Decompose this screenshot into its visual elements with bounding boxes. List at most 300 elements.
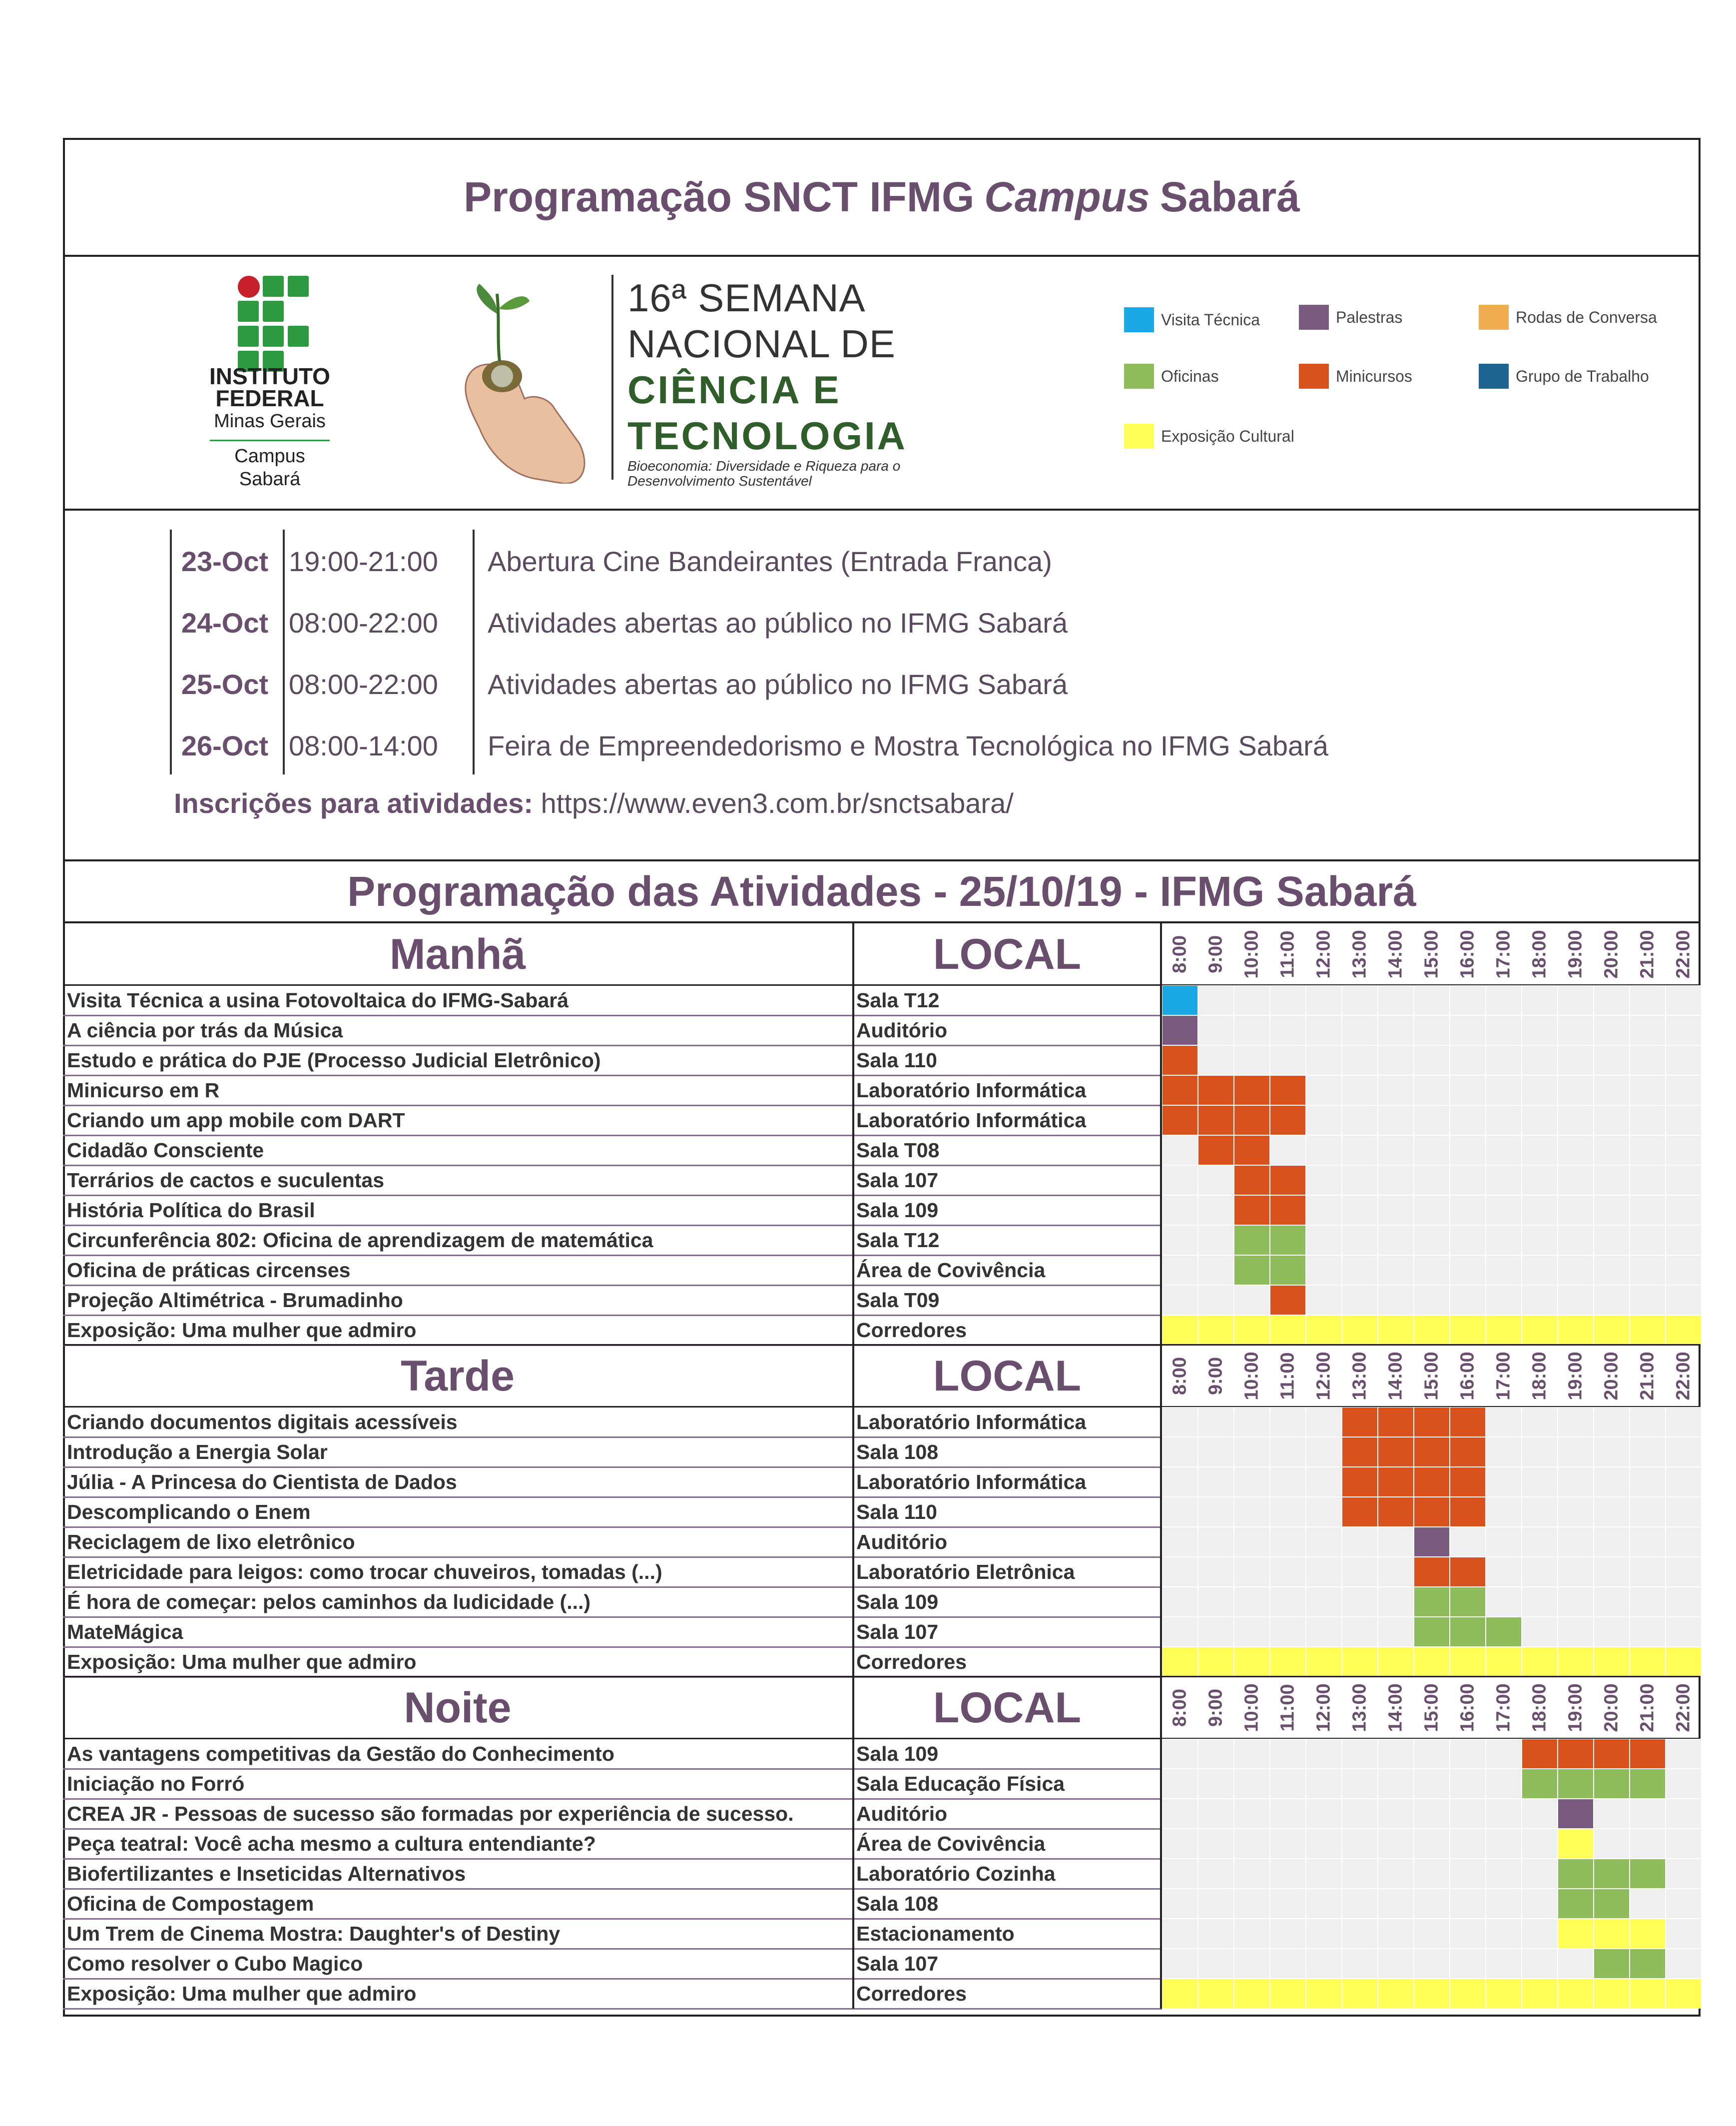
time-cell: [1270, 1407, 1306, 1437]
time-cell: [1378, 985, 1414, 1015]
time-cell: [1378, 1647, 1414, 1677]
time-cell: [1558, 1075, 1594, 1105]
time-cell: [1378, 1255, 1414, 1285]
column-divider: [852, 923, 854, 2009]
hour-label: 17:00: [1493, 930, 1514, 979]
hour-label: 14:00: [1385, 930, 1406, 979]
schedule-desc: Abertura Cine Bandeirantes (Entrada Franca): [488, 545, 1052, 577]
time-cell: [1558, 1407, 1594, 1437]
activity-local: Sala T12: [856, 989, 940, 1012]
activity-row: [63, 1015, 1701, 1045]
time-cell: [1198, 1829, 1234, 1859]
time-cell: [1486, 1829, 1522, 1859]
time-cell: [1666, 1799, 1702, 1829]
time-cell: [1450, 1285, 1486, 1315]
hour-label: 18:00: [1529, 1352, 1550, 1401]
time-cell: [1234, 1829, 1270, 1859]
time-cell: [1378, 1497, 1414, 1527]
time-cell: [1378, 1799, 1414, 1829]
time-cell: [1162, 1799, 1198, 1829]
time-cell: [1198, 1195, 1234, 1225]
time-cell: [1450, 1045, 1486, 1075]
time-cell: [1666, 985, 1702, 1015]
time-cell: [1198, 1255, 1234, 1285]
time-cell: [1270, 1075, 1306, 1105]
time-cell: [1486, 1315, 1522, 1345]
time-cell: [1594, 1467, 1630, 1497]
time-cell: [1414, 1617, 1450, 1647]
hour-label: 11:00: [1277, 1352, 1298, 1400]
time-cell: [1630, 1497, 1666, 1527]
schedule-time: 08:00-14:00: [289, 729, 438, 761]
time-cell: [1198, 1919, 1234, 1949]
time-cell: [1162, 1285, 1198, 1315]
activity-row: [63, 1315, 1701, 1345]
time-cell: [1522, 1225, 1558, 1255]
schedule-time: 08:00-22:00: [289, 668, 438, 700]
time-cell: [1486, 1285, 1522, 1315]
hour-label: 13:00: [1349, 930, 1370, 979]
time-cell: [1378, 1315, 1414, 1345]
time-cell: [1306, 1437, 1342, 1467]
time-cell: [1342, 1829, 1378, 1859]
activity-row: [63, 1829, 1701, 1859]
time-cell: [1198, 1315, 1234, 1345]
time-cell: [1198, 1225, 1234, 1255]
time-cell: [1666, 1979, 1702, 2009]
time-cell: [1234, 1497, 1270, 1527]
schedule-date: 24-Oct: [181, 607, 269, 639]
time-cell: [1270, 1497, 1306, 1527]
time-cell: [1450, 1557, 1486, 1587]
time-cell: [1162, 1859, 1198, 1889]
activity-local: Corredores: [856, 1650, 967, 1673]
time-cell: [1270, 1045, 1306, 1075]
time-cell: [1306, 1195, 1342, 1225]
block-title: Noite: [404, 1683, 512, 1732]
activity-local: Corredores: [856, 1319, 967, 1342]
inscricoes-link[interactable]: https://www.even3.com.br/snctsabara/: [541, 787, 1014, 819]
time-cell: [1522, 1135, 1558, 1165]
time-cell: [1198, 1407, 1234, 1437]
time-cell: [1630, 1135, 1666, 1165]
time-cell: [1162, 1407, 1198, 1437]
time-cell: [1486, 1889, 1522, 1919]
time-cell: [1306, 1557, 1342, 1587]
legend-label: Visita Técnica: [1161, 310, 1260, 329]
block-header: [63, 1345, 1701, 1407]
time-cell: [1414, 1315, 1450, 1345]
legend-item: [1124, 307, 1260, 332]
time-cell: [1162, 1979, 1198, 2009]
time-cell: [1486, 1739, 1522, 1769]
schedule-desc: Feira de Empreendedorismo e Mostra Tecnológica no IFMG Sabará: [488, 729, 1328, 761]
time-cell: [1522, 1979, 1558, 2009]
schedule-time: 08:00-22:00: [289, 607, 438, 639]
time-cell: [1594, 1315, 1630, 1345]
time-cell: [1414, 1225, 1450, 1255]
time-cell: [1486, 1587, 1522, 1617]
time-cell: [1306, 1497, 1342, 1527]
time-cell: [1486, 1225, 1522, 1255]
time-cell: [1666, 1315, 1702, 1345]
time-cell: [1558, 1285, 1594, 1315]
time-cell: [1414, 1647, 1450, 1677]
time-cell: [1630, 1315, 1666, 1345]
time-cell: [1234, 1225, 1270, 1255]
time-cell: [1270, 1527, 1306, 1557]
time-cell: [1666, 1105, 1702, 1135]
time-cell: [1522, 1587, 1558, 1617]
time-cell: [1414, 1255, 1450, 1285]
time-cell: [1594, 1587, 1630, 1617]
time-cell: [1198, 1889, 1234, 1919]
activity-name: Iniciação no Forró: [67, 1772, 245, 1795]
legend-label: Rodas de Conversa: [1516, 308, 1657, 326]
time-cell: [1306, 1829, 1342, 1859]
time-cell: [1630, 1045, 1666, 1075]
time-cell: [1234, 1799, 1270, 1829]
time-cell: [1234, 1557, 1270, 1587]
time-cell: [1198, 1949, 1234, 1979]
time-cell: [1486, 1647, 1522, 1677]
time-cell: [1198, 1437, 1234, 1467]
activity-local: Sala 107: [856, 1169, 939, 1192]
legend-item: [1299, 305, 1402, 330]
time-cell: [1306, 1407, 1342, 1437]
time-cell: [1162, 1195, 1198, 1225]
time-cell: [1270, 1889, 1306, 1919]
time-cell: [1522, 1285, 1558, 1315]
time-cell: [1342, 1859, 1378, 1889]
time-cell: [1234, 1105, 1270, 1135]
hour-label: 11:00: [1277, 930, 1298, 978]
time-cell: [1594, 1617, 1630, 1647]
time-cell: [1522, 1739, 1558, 1769]
time-cell: [1666, 1587, 1702, 1617]
time-cell: [1306, 1285, 1342, 1315]
activity-name: Estudo e prática do PJE (Processo Judicial Eletrônico): [67, 1049, 601, 1072]
snct-logo: 16ª SEMANA NACIONAL DE CIÊNCIA E TECNOLOGIA Bioeconomia: Diversidade e Riqueza para o Desenvolvimento Sustentável: [611, 275, 907, 480]
activity-name: Exposição: Uma mulher que admiro: [67, 1650, 417, 1673]
time-cell: [1162, 1889, 1198, 1919]
time-cell: [1594, 1255, 1630, 1285]
time-cell: [1198, 985, 1234, 1015]
time-cell: [1342, 1315, 1378, 1345]
time-cell: [1198, 1557, 1234, 1587]
time-cell: [1414, 1437, 1450, 1467]
time-cell: [1234, 1285, 1270, 1315]
time-cell: [1450, 1769, 1486, 1799]
time-cell: [1666, 1497, 1702, 1527]
time-cell: [1486, 1949, 1522, 1979]
divider: [63, 255, 1701, 257]
time-cell: [1630, 1557, 1666, 1587]
time-cell: [1378, 1919, 1414, 1949]
activity-local: Sala 110: [856, 1500, 937, 1523]
time-cell: [1522, 1075, 1558, 1105]
time-cell: [1198, 1015, 1234, 1045]
time-cell: [1162, 1829, 1198, 1859]
legend-label: Exposição Cultural: [1161, 427, 1294, 445]
activity-local: Laboratório Informática: [856, 1109, 1087, 1132]
activity-row: [63, 1165, 1701, 1195]
time-cell: [1378, 1557, 1414, 1587]
time-cell: [1414, 1587, 1450, 1617]
time-cell: [1198, 1617, 1234, 1647]
time-cell: [1306, 1617, 1342, 1647]
activity-row: [63, 1949, 1701, 1979]
time-cell: [1198, 1497, 1234, 1527]
time-cell: [1342, 1105, 1378, 1135]
time-cell: [1594, 1437, 1630, 1467]
time-cell: [1594, 1647, 1630, 1677]
hour-label: 18:00: [1529, 930, 1550, 979]
time-cell: [1450, 1255, 1486, 1285]
time-cell: [1630, 1285, 1666, 1315]
hour-label: 20:00: [1601, 1683, 1622, 1732]
time-cell: [1450, 1919, 1486, 1949]
time-cell: [1414, 1739, 1450, 1769]
time-cell: [1306, 1889, 1342, 1919]
time-cell: [1558, 985, 1594, 1015]
time-cell: [1522, 1045, 1558, 1075]
time-cell: [1378, 1407, 1414, 1437]
time-cell: [1666, 1889, 1702, 1919]
time-cell: [1342, 985, 1378, 1015]
time-cell: [1162, 1949, 1198, 1979]
time-cell: [1414, 1979, 1450, 2009]
activity-name: CREA JR - Pessoas de sucesso são formadas por experiência de sucesso.: [67, 1802, 794, 1825]
time-cell: [1270, 1437, 1306, 1467]
activity-local: Sala 110: [856, 1049, 937, 1072]
legend-swatch: [1479, 305, 1509, 330]
time-cell: [1414, 1075, 1450, 1105]
activity-local: Sala T12: [856, 1229, 940, 1252]
time-cell: [1486, 1799, 1522, 1829]
time-cell: [1594, 1407, 1630, 1437]
time-cell: [1234, 1255, 1270, 1285]
time-cell: [1630, 1617, 1666, 1647]
time-cell: [1342, 1255, 1378, 1285]
time-cell: [1666, 1407, 1702, 1437]
time-cell: [1558, 1467, 1594, 1497]
time-cell: [1522, 1195, 1558, 1225]
activity-name: Terrários de cactos e suculentas: [67, 1169, 385, 1192]
time-cell: [1378, 1979, 1414, 2009]
time-cell: [1558, 1979, 1594, 2009]
hour-label: 18:00: [1529, 1683, 1550, 1732]
time-cell: [1342, 1979, 1378, 2009]
time-cell: [1270, 1467, 1306, 1497]
time-cell: [1594, 1285, 1630, 1315]
time-cell: [1414, 1769, 1450, 1799]
time-cell: [1414, 1165, 1450, 1195]
time-cell: [1558, 1165, 1594, 1195]
time-cell: [1378, 1165, 1414, 1195]
time-cell: [1270, 1979, 1306, 2009]
activity-name: Oficina de práticas circenses: [67, 1259, 351, 1282]
time-cell: [1486, 1979, 1522, 2009]
time-cell: [1666, 1527, 1702, 1557]
time-cell: [1162, 1467, 1198, 1497]
hour-label: 11:00: [1277, 1684, 1298, 1732]
legend-swatch: [1124, 424, 1154, 449]
time-cell: [1558, 1255, 1594, 1285]
time-cell: [1306, 1527, 1342, 1557]
time-cell: [1450, 1225, 1486, 1255]
time-cell: [1198, 1075, 1234, 1105]
hour-label: 10:00: [1241, 930, 1262, 979]
time-cell: [1306, 985, 1342, 1015]
time-cell: [1234, 985, 1270, 1015]
time-cell: [1198, 1285, 1234, 1315]
time-cell: [1558, 1769, 1594, 1799]
hour-label: 13:00: [1349, 1683, 1370, 1732]
time-cell: [1270, 1829, 1306, 1859]
time-cell: [1594, 1557, 1630, 1587]
time-cell: [1270, 1015, 1306, 1045]
time-cell: [1450, 1165, 1486, 1195]
time-cell: [1558, 1015, 1594, 1045]
time-cell: [1414, 1407, 1450, 1437]
time-cell: [1450, 1195, 1486, 1225]
time-cell: [1522, 1799, 1558, 1829]
time-cell: [1342, 1467, 1378, 1497]
hour-label: 19:00: [1565, 1683, 1586, 1732]
time-cell: [1270, 1285, 1306, 1315]
time-cell: [1414, 1285, 1450, 1315]
time-cell: [1234, 1315, 1270, 1345]
activity-local: Laboratório Cozinha: [856, 1862, 1056, 1885]
time-cell: [1594, 1979, 1630, 2009]
time-cell: [1378, 1045, 1414, 1075]
activity-row: [63, 1799, 1701, 1829]
activity-row: [63, 1617, 1701, 1647]
time-cell: [1198, 1769, 1234, 1799]
time-cell: [1666, 1919, 1702, 1949]
activity-name: Visita Técnica a usina Fotovoltaica do IFMG-Sabará: [67, 989, 569, 1012]
time-cell: [1414, 1829, 1450, 1859]
time-cell: [1630, 1799, 1666, 1829]
activity-row: [63, 1527, 1701, 1557]
time-cell: [1270, 1617, 1306, 1647]
legend-label: Palestras: [1336, 308, 1403, 326]
time-cell: [1630, 1255, 1666, 1285]
activity-name: Cidadão Consciente: [67, 1139, 264, 1162]
time-cell: [1306, 1647, 1342, 1677]
time-cell: [1630, 1437, 1666, 1467]
time-cell: [1630, 1979, 1666, 2009]
activity-name: Exposição: Uma mulher que admiro: [67, 1319, 417, 1342]
time-cell: [1162, 1315, 1198, 1345]
time-cell: [1594, 1497, 1630, 1527]
time-cell: [1306, 1075, 1342, 1105]
hour-label: 21:00: [1637, 930, 1658, 979]
time-cell: [1198, 1045, 1234, 1075]
time-cell: [1270, 1949, 1306, 1979]
time-cell: [1306, 1979, 1342, 2009]
time-cell: [1198, 1647, 1234, 1677]
activity-row: [63, 1195, 1701, 1225]
time-cell: [1594, 985, 1630, 1015]
time-cell: [1630, 1015, 1666, 1045]
legend-item: [1124, 364, 1219, 389]
activity-name: Oficina de Compostagem: [67, 1892, 314, 1915]
time-cell: [1486, 1045, 1522, 1075]
hour-label: 8:00: [1169, 1357, 1190, 1396]
time-cell: [1666, 1769, 1702, 1799]
time-cell: [1414, 1497, 1450, 1527]
activity-local: Área de Covivência: [856, 1832, 1046, 1855]
time-cell: [1630, 1225, 1666, 1255]
activity-name: As vantagens competitivas da Gestão do Conhecimento: [67, 1742, 614, 1765]
time-cell: [1378, 1015, 1414, 1045]
time-cell: [1306, 1467, 1342, 1497]
activity-row: [63, 1769, 1701, 1799]
time-cell: [1198, 1859, 1234, 1889]
section-title: Programação das Atividades - 25/10/19 - IFMG Sabará: [347, 867, 1416, 915]
time-cell: [1594, 1075, 1630, 1105]
time-cell: [1234, 1587, 1270, 1617]
time-cell: [1630, 1859, 1666, 1889]
time-cell: [1594, 1829, 1630, 1859]
time-cell: [1378, 1527, 1414, 1557]
hour-label: 8:00: [1169, 1688, 1190, 1727]
time-cell: [1666, 1437, 1702, 1467]
time-cell: [1630, 1587, 1666, 1617]
legend-swatch: [1299, 364, 1329, 389]
activity-row: [63, 1979, 1701, 2009]
activity-local: Corredores: [856, 1982, 967, 2005]
activity-row: [63, 1045, 1701, 1075]
time-cell: [1594, 1135, 1630, 1165]
divider: [63, 509, 1701, 511]
time-cell: [1486, 1919, 1522, 1949]
time-cell: [1162, 1437, 1198, 1467]
time-cell: [1594, 1739, 1630, 1769]
time-cell: [1378, 1949, 1414, 1979]
activity-name: Criando documentos digitais acessíveis: [67, 1411, 458, 1433]
time-cell: [1306, 1769, 1342, 1799]
time-cell: [1558, 1647, 1594, 1677]
time-cell: [1234, 1889, 1270, 1919]
time-cell: [1378, 1135, 1414, 1165]
time-cell: [1558, 1135, 1594, 1165]
block-title: Manhã: [389, 930, 526, 978]
activity-local: Sala 108: [856, 1892, 939, 1915]
time-cell: [1414, 1105, 1450, 1135]
activity-name: Exposição: Uma mulher que admiro: [67, 1982, 417, 2005]
hour-label: 20:00: [1601, 1352, 1622, 1401]
time-cell: [1450, 1739, 1486, 1769]
legend-label: Oficinas: [1161, 367, 1219, 385]
time-cell: [1234, 1527, 1270, 1557]
time-cell: [1486, 1497, 1522, 1527]
activity-row: [63, 1647, 1701, 1677]
time-cell: [1450, 1105, 1486, 1135]
time-cell: [1522, 1859, 1558, 1889]
activity-row: [63, 1889, 1701, 1919]
time-cell: [1342, 1799, 1378, 1829]
activity-name: Introdução a Energia Solar: [67, 1440, 328, 1463]
legend-swatch: [1124, 307, 1154, 332]
activity-row: [63, 1739, 1701, 1769]
legend-item: [1479, 364, 1649, 389]
block-local-header: LOCAL: [933, 1683, 1082, 1732]
schedule-desc: Atividades abertas ao público no IFMG Sabará: [488, 607, 1068, 639]
time-cell: [1486, 985, 1522, 1015]
